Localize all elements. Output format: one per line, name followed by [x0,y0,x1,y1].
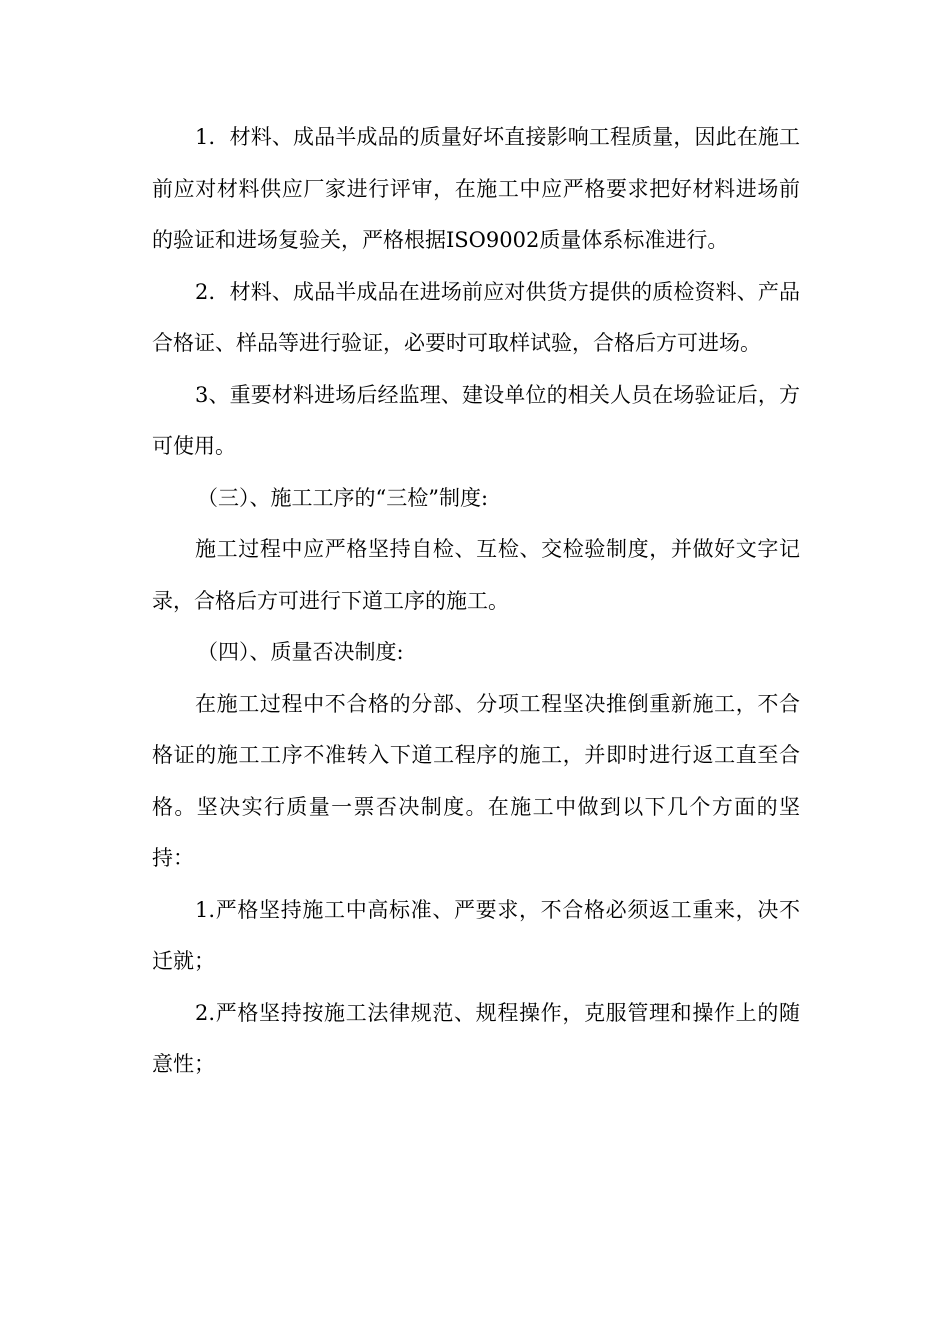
paragraph-material-verification: 2．材料、成品半成品在进场前应对供货方提供的质检资料、产品合格证、样品等进行验证，必要时可取样试验，合格后方可进场。 [152,279,800,355]
paragraph-three-checks: 施工过程中应严格坚持自检、互检、交检验制度，并做好文字记录，合格后方可进行下道工序的施工。 [152,537,800,613]
list-item-follow-regulations: 2.严格坚持按施工法律规范、规程操作，克服管理和操作上的随意性； [152,1000,800,1076]
list-item-high-standards: 1.严格坚持施工中高标准、严要求，不合格必须返工重来，决不迁就； [152,897,800,973]
paragraph-quality-veto: 在施工过程中不合格的分部、分项工程坚决推倒重新施工，不合格证的施工工序不准转入下道工程序的施工，并即时进行返工直至合格。坚决实行质量一票否决制度。在施工中做到以下几个方面的坚持： [152,691,800,870]
section-heading-quality-veto: （四）、质量否决制度: [197,640,404,664]
section-heading-three-checks: （三）、施工工序的“三检”制度: [197,485,489,510]
paragraph-material-quality: 1．材料、成品半成品的质量好坏直接影响工程质量，因此在施工前应对材料供应厂家进行评审，在施工中应严格要求把好材料进场前的验证和进场复验关，严格根据ISO9002质量体系标准进行。 [152,125,800,252]
paragraph-important-materials: 3、重要材料进场后经监理、建设单位的相关人员在场验证后，方可使用。 [152,382,800,458]
document-body [152,112,800,1091]
